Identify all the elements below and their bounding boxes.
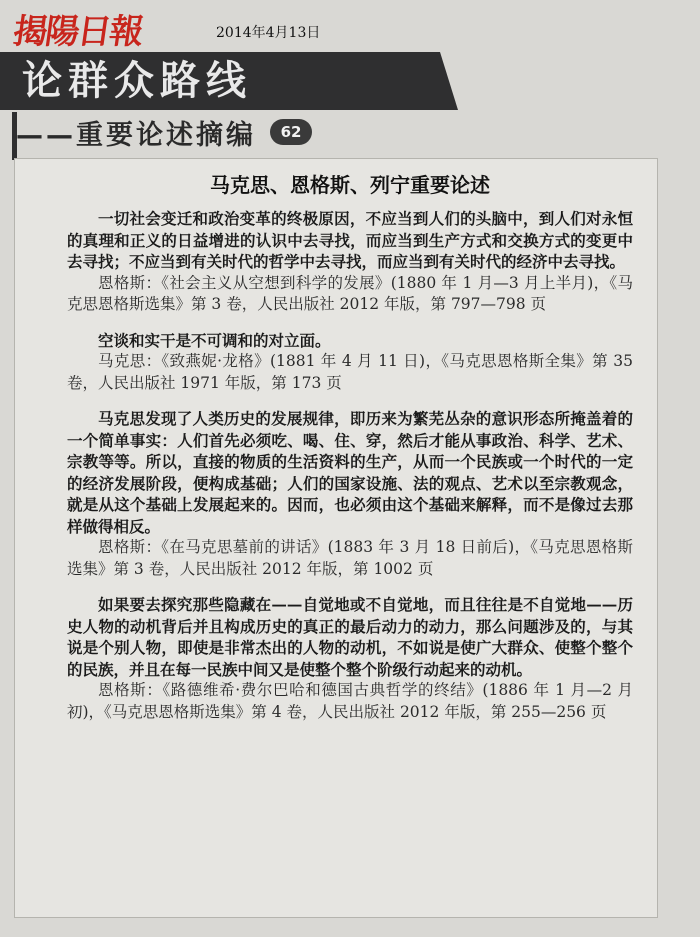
quote-text: 一切社会变迁和政治变革的终极原因，不应当到人们的头脑中，到人们对永恒的真理和正义的日益增进的认识中去寻找，而应当到生产方式和交换方式的变更中去寻找；不应当到有关时代的哲学中去寻找，而应当到有关时代的经济中去寻找。 [67,209,633,271]
quote-source: 恩格斯：《路德维希·费尔巴哈和德国古典哲学的终结》(1886 年 1 月—2 月初)，《马克思恩格斯选集》第 4 卷，人民出版社 2012 年版，第 255—256 页 [67,681,633,721]
column-title: 论群众路线 [22,58,252,104]
quote-source: 恩格斯：《社会主义从空想到科学的发展》(1880 年 1 月—3 月上半月)，《马克思恩格斯选集》第 3 卷，人民出版社 2012 年版，第 797—798 页 [67,273,633,313]
quote-text: 如果要去探究那些隐藏在——自觉地或不自觉地，而且往往是不自觉地——历史人物的动机背后并且构成历史的真正的最后动力的动力，那么问题涉及的，与其说是个别人物，即使是非常杰出的人物的动机，不如说是使广大群众、使整个整个的民族，并且在每一民族中间又是使整个整个阶级行动起来的动机。 [67,595,633,679]
quote-source: 马克思：《致燕妮·龙格》(1881 年 4 月 11 日)，《马克思恩格斯全集》第 35 卷，人民出版社 1971 年版，第 173 页 [67,352,633,392]
article-title: 马克思、恩格斯、列宁重要论述 [210,173,490,197]
column-subtitle: ——重要论述摘编 [16,119,256,151]
newspaper-masthead: 揭陽日報 [10,12,145,52]
quote-text: 马克思发现了人类历史的发展规律，即历来为繁芜丛杂的意识形态所掩盖着的一个简单事实：人们首先必须吃、喝、住、穿，然后才能从事政治、科学、艺术、宗教等等。所以，直接的物质的生活资料的生产，从而一个民族或一个时代的一定的经济发展阶段，便构成基础；人们的国家设施、法的观点、艺术以至宗教观念，就是从这个基础上发展起来的。因而，也必须由这个基础来解释，而不是像过去那样做得相反。 [67,409,633,536]
article-box [14,158,658,918]
column-subtitle-row [16,112,456,152]
publication-date: 2014年4月13日 [216,25,321,41]
quote-source: 恩格斯：《在马克思墓前的讲话》(1883 年 3 月 18 日前后)，《马克思恩格斯选集》第 3 卷，人民出版社 2012 年版，第 1002 页 [67,538,633,578]
issue-number-badge: 62 [270,119,312,145]
quote-text: 空谈和实干是不可调和的对立面。 [98,330,331,350]
